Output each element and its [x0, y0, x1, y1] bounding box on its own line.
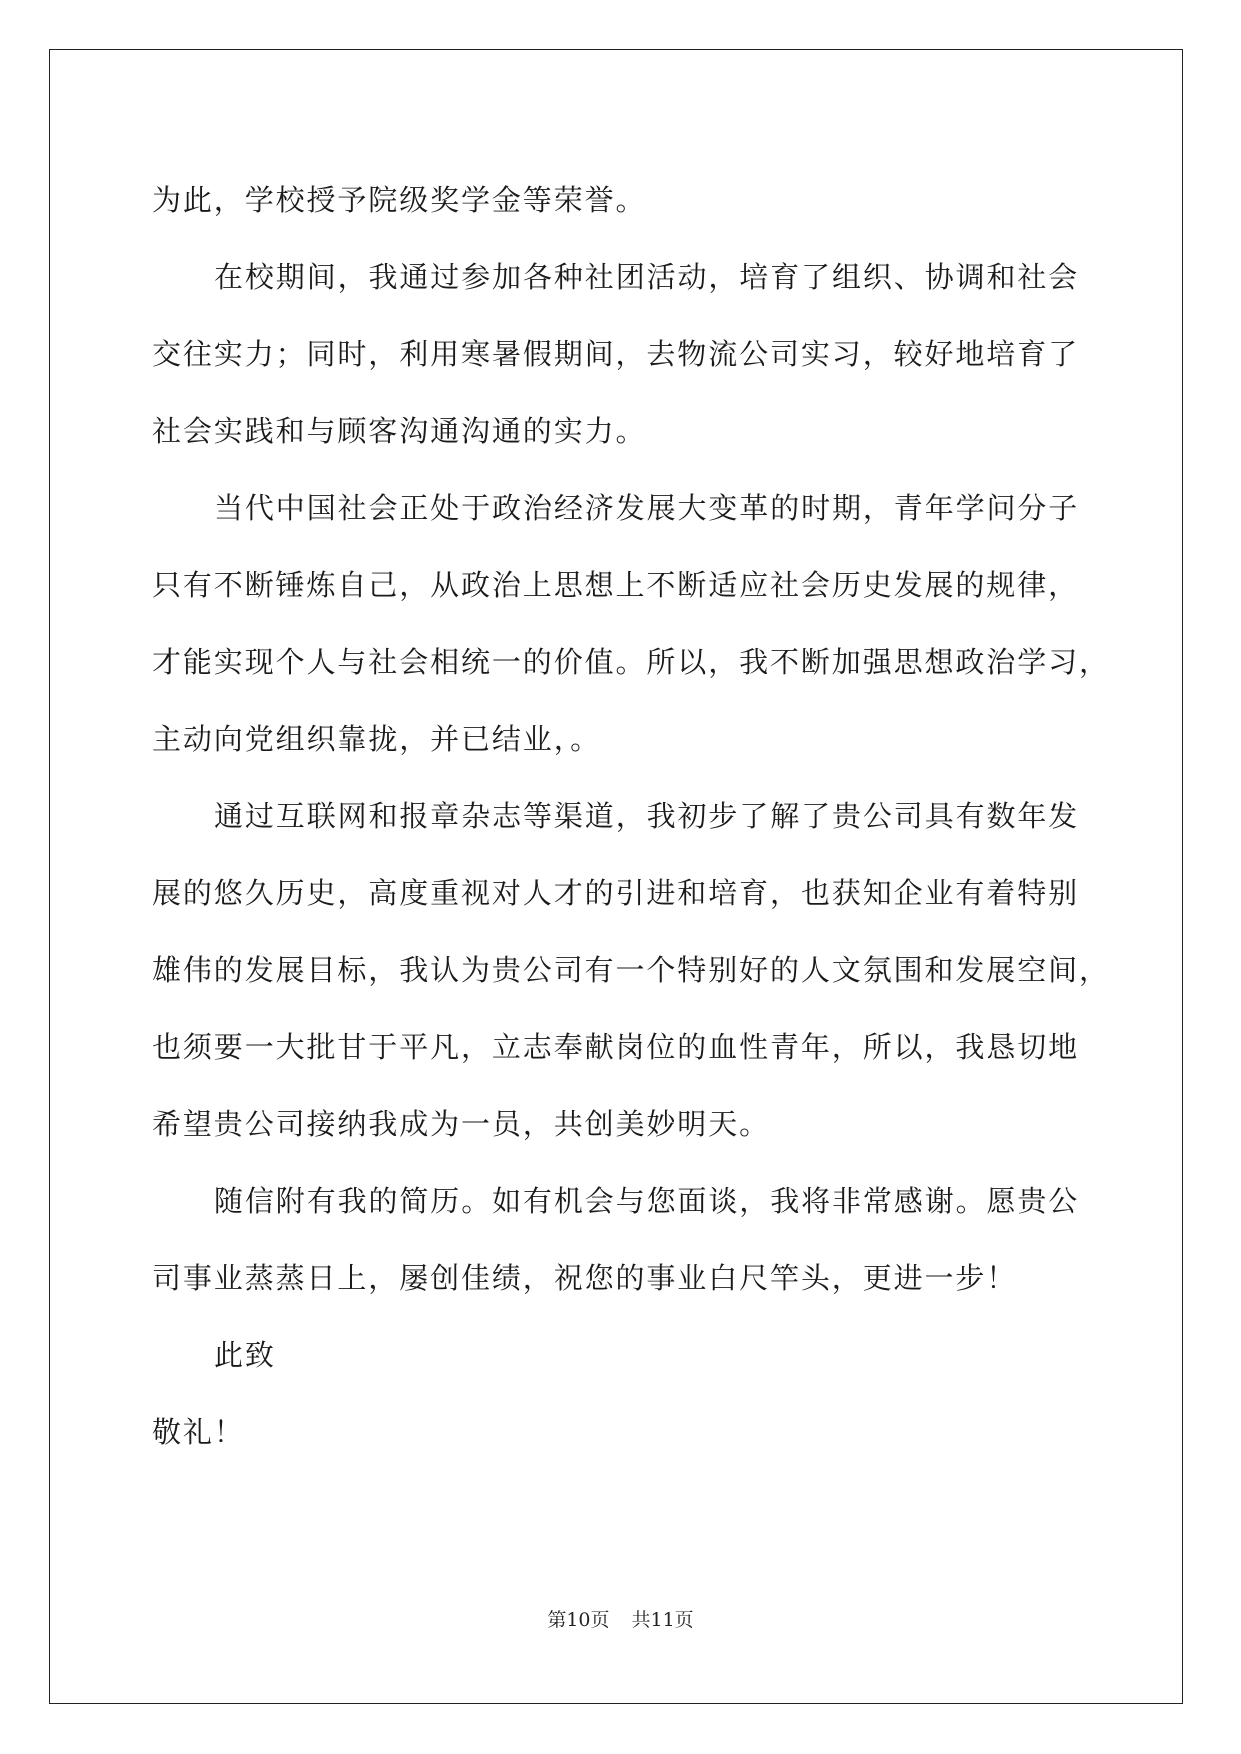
text-line: 雄伟的发展目标，我认为贵公司有一个特别好的人文氛围和发展空间， [152, 953, 1110, 987]
letter-body [152, 162, 1112, 1471]
page-number-total: 共11页 [631, 1609, 694, 1631]
text-line: 才能实现个人与社会相统一的价值。所以，我不断加强思想政治学习， [152, 645, 1110, 679]
text-line: 交往实力；同时，利用寒暑假期间，去物流公司实习，较好地培育了 [152, 337, 1080, 371]
text-line: 随信附有我的简历。如有机会与您面谈，我将非常感谢。愿贵公 [214, 1184, 1080, 1218]
page-footer [0, 1608, 1241, 1632]
salutation-line: 此致 [214, 1338, 276, 1372]
text-line: 也须要一大批甘于平凡，立志奉献岗位的血性青年，所以，我恳切地 [152, 1030, 1080, 1064]
text-line: 社会实践和与顾客沟通沟通的实力。 [152, 414, 647, 448]
text-line: 在校期间，我通过参加各种社团活动，培育了组织、协调和社会 [214, 260, 1080, 294]
text-line: 通过互联网和报章杂志等渠道，我初步了解了贵公司具有数年发 [214, 799, 1080, 833]
text-line: 当代中国社会正处于政治经济发展大变革的时期，青年学问分子 [214, 491, 1080, 525]
text-line: 为此，学校授予院级奖学金等荣誉。 [152, 183, 647, 217]
text-line: 希望贵公司接纳我成为一员，共创美妙明天。 [152, 1107, 771, 1141]
page-number-current: 第10页 [547, 1609, 610, 1631]
text-line: 主动向党组织靠拢，并已结业，。 [152, 722, 602, 756]
text-line: 只有不断锤炼自己，从政治上思想上不断适应社会历史发展的规律， [152, 568, 1080, 602]
closing-line: 敬礼！ [152, 1415, 245, 1449]
text-line: 展的悠久历史，高度重视对人才的引进和培育，也获知企业有着特别 [152, 876, 1080, 910]
text-line: 司事业蒸蒸日上，屡创佳绩，祝您的事业白尺竿头，更进一步！ [152, 1261, 1018, 1295]
